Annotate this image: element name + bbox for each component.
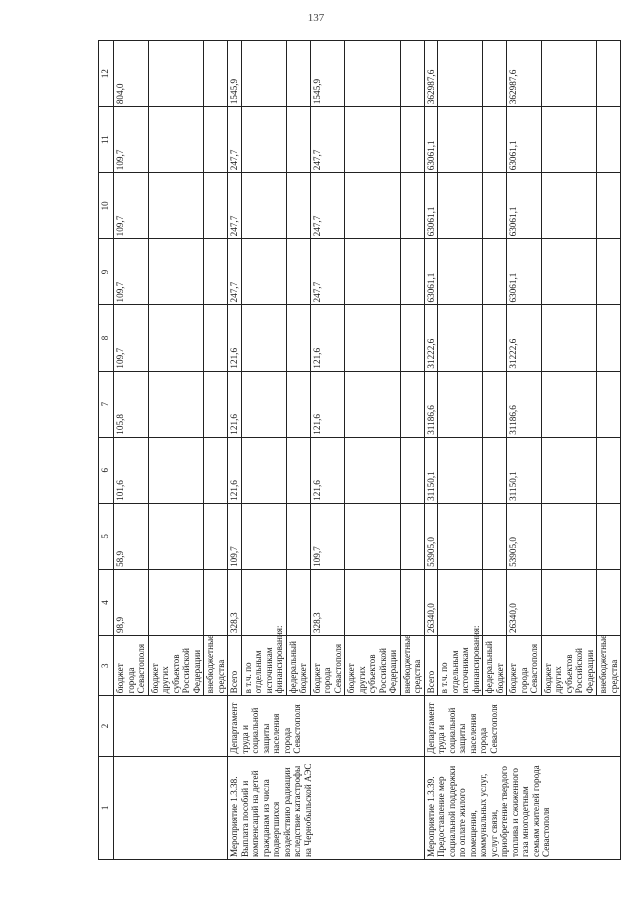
- funding-source-cell: внебюджетные средства: [597, 636, 621, 696]
- value-cell: [541, 173, 597, 239]
- value-cell: [241, 305, 286, 371]
- value-cell: [241, 173, 286, 239]
- value-cell: [541, 305, 597, 371]
- value-cell: [400, 503, 424, 569]
- column-header: 4: [99, 569, 114, 635]
- rotated-table-sheet: [98, 40, 619, 860]
- value-cell: [483, 173, 507, 239]
- value-cell: 328,3: [228, 569, 242, 635]
- value-cell: [438, 371, 483, 437]
- value-cell: 31186,6: [424, 371, 438, 437]
- value-cell: 63061,1: [424, 173, 438, 239]
- value-cell: [483, 437, 507, 503]
- value-cell: 31186,6: [507, 371, 542, 437]
- value-cell: [400, 437, 424, 503]
- value-cell: [400, 239, 424, 305]
- value-cell: [148, 503, 204, 569]
- value-cell: [148, 239, 204, 305]
- column-header: 7: [99, 371, 114, 437]
- funding-source-cell: Всего: [424, 636, 438, 696]
- value-cell: [400, 173, 424, 239]
- value-cell: [438, 239, 483, 305]
- value-cell: 26340,0: [507, 569, 542, 635]
- funding-source-cell: федеральный бюджет: [286, 636, 310, 696]
- value-cell: 109,7: [114, 173, 149, 239]
- value-cell: [204, 41, 228, 107]
- value-cell: 63061,1: [507, 239, 542, 305]
- value-cell: 63061,1: [507, 107, 542, 173]
- value-cell: 53905,0: [507, 503, 542, 569]
- value-cell: 63061,1: [424, 107, 438, 173]
- value-cell: [541, 371, 597, 437]
- value-cell: [204, 371, 228, 437]
- funding-source-cell: бюджет других субъектов Российской Федерации: [148, 636, 204, 696]
- column-header: 10: [99, 173, 114, 239]
- value-cell: 1545,9: [310, 41, 345, 107]
- executor-cell: Департамент труда и социальной защиты населения города Севастополя: [424, 696, 621, 756]
- value-cell: 1545,9: [228, 41, 242, 107]
- value-cell: [541, 569, 597, 635]
- value-cell: [438, 173, 483, 239]
- value-cell: [286, 239, 310, 305]
- value-cell: [241, 239, 286, 305]
- value-cell: 53905,0: [424, 503, 438, 569]
- value-cell: [597, 107, 621, 173]
- value-cell: [286, 371, 310, 437]
- value-cell: [483, 239, 507, 305]
- funding-source-cell: бюджет города Севастополя: [310, 636, 345, 696]
- value-cell: [483, 503, 507, 569]
- value-cell: [148, 107, 204, 173]
- value-cell: [345, 305, 401, 371]
- value-cell: [597, 371, 621, 437]
- value-cell: [438, 503, 483, 569]
- value-cell: [286, 173, 310, 239]
- value-cell: [204, 503, 228, 569]
- value-cell: [286, 305, 310, 371]
- value-cell: [345, 41, 401, 107]
- column-header: 9: [99, 239, 114, 305]
- funding-source-cell: федеральный бюджет: [483, 636, 507, 696]
- value-cell: [286, 107, 310, 173]
- value-cell: [483, 107, 507, 173]
- column-header: 6: [99, 437, 114, 503]
- value-cell: [241, 107, 286, 173]
- value-cell: [541, 239, 597, 305]
- funding-source-cell: в т.ч. по отдельным источникам финансирования:: [241, 636, 286, 696]
- value-cell: [400, 41, 424, 107]
- value-cell: 63061,1: [424, 239, 438, 305]
- value-cell: 247,7: [310, 107, 345, 173]
- value-cell: 121,6: [310, 305, 345, 371]
- value-cell: [345, 107, 401, 173]
- value-cell: [597, 305, 621, 371]
- value-cell: [345, 371, 401, 437]
- value-cell: 109,7: [310, 503, 345, 569]
- page-number: 137: [307, 12, 325, 24]
- funding-source-cell: бюджет города Севастополя: [507, 636, 542, 696]
- column-header: 3: [99, 636, 114, 696]
- table-body: [114, 41, 621, 860]
- value-cell: 31150,1: [507, 437, 542, 503]
- value-cell: 362987,6: [507, 41, 542, 107]
- value-cell: [345, 239, 401, 305]
- value-cell: [286, 503, 310, 569]
- value-cell: 247,7: [310, 173, 345, 239]
- value-cell: [400, 569, 424, 635]
- value-cell: [241, 503, 286, 569]
- value-cell: 328,3: [310, 569, 345, 635]
- value-cell: 109,7: [114, 239, 149, 305]
- value-cell: 63061,1: [507, 173, 542, 239]
- column-header: 12: [99, 41, 114, 107]
- value-cell: 247,7: [228, 239, 242, 305]
- value-cell: [438, 305, 483, 371]
- value-cell: [204, 305, 228, 371]
- table-row: [114, 41, 149, 860]
- value-cell: 98,9: [114, 569, 149, 635]
- budget-table: [98, 40, 621, 860]
- value-cell: [286, 41, 310, 107]
- value-cell: 121,6: [228, 437, 242, 503]
- value-cell: [148, 569, 204, 635]
- column-header: 5: [99, 503, 114, 569]
- value-cell: [241, 41, 286, 107]
- value-cell: [148, 305, 204, 371]
- value-cell: [286, 437, 310, 503]
- value-cell: [241, 437, 286, 503]
- value-cell: [148, 371, 204, 437]
- value-cell: 31222,6: [424, 305, 438, 371]
- value-cell: 26340,0: [424, 569, 438, 635]
- value-cell: [541, 437, 597, 503]
- value-cell: [345, 437, 401, 503]
- value-cell: [597, 239, 621, 305]
- value-cell: [148, 173, 204, 239]
- value-cell: [541, 503, 597, 569]
- value-cell: 31222,6: [507, 305, 542, 371]
- value-cell: [597, 173, 621, 239]
- value-cell: 804,0: [114, 41, 149, 107]
- value-cell: [438, 107, 483, 173]
- value-cell: [483, 371, 507, 437]
- measure-cell: Мероприятие 1.3.39. Предоставление мер социальной поддержки по оплате жилого помещения, коммунальных услуг, услуг связи, приобретение твердого топлива и сжиженного газа многодетным семьям жителей города Севастополя: [424, 756, 621, 859]
- executor-cell: [114, 696, 228, 756]
- executor-cell: Департамент труда и социальной защиты населения города Севастополя: [228, 696, 425, 756]
- value-cell: [345, 173, 401, 239]
- value-cell: [597, 437, 621, 503]
- value-cell: [345, 569, 401, 635]
- value-cell: 362987,6: [424, 41, 438, 107]
- value-cell: [241, 371, 286, 437]
- measure-cell: [114, 756, 228, 859]
- funding-source-cell: бюджет других субъектов Российской Федерации: [345, 636, 401, 696]
- funding-source-cell: Всего: [228, 636, 242, 696]
- value-cell: [483, 305, 507, 371]
- value-cell: [400, 107, 424, 173]
- value-cell: 121,6: [310, 437, 345, 503]
- value-cell: [438, 41, 483, 107]
- funding-source-cell: внебюджетные средства: [204, 636, 228, 696]
- column-header: 8: [99, 305, 114, 371]
- value-cell: [204, 569, 228, 635]
- value-cell: [400, 371, 424, 437]
- value-cell: 247,7: [228, 107, 242, 173]
- table-row: [228, 41, 242, 860]
- value-cell: [148, 437, 204, 503]
- value-cell: 109,7: [228, 503, 242, 569]
- value-cell: [483, 569, 507, 635]
- value-cell: [204, 107, 228, 173]
- value-cell: [483, 41, 507, 107]
- column-header: 2: [99, 696, 114, 756]
- value-cell: [597, 503, 621, 569]
- value-cell: 109,7: [114, 107, 149, 173]
- value-cell: [148, 41, 204, 107]
- value-cell: [597, 41, 621, 107]
- value-cell: [345, 503, 401, 569]
- value-cell: [204, 173, 228, 239]
- funding-source-cell: бюджет других субъектов Российской Федерации: [541, 636, 597, 696]
- measure-cell: Мероприятие 1.3.38. Выплата пособий и компенсаций на детей гражданам из числа подвергшихся воздействию радиации вследствие катастрофы на Чернобыльской АЭС: [228, 756, 425, 859]
- value-cell: [541, 107, 597, 173]
- table-row: [424, 41, 438, 860]
- value-cell: [286, 569, 310, 635]
- header-row: [99, 41, 114, 860]
- value-cell: 247,7: [310, 239, 345, 305]
- value-cell: [204, 437, 228, 503]
- funding-source-cell: бюджет города Севастополя: [114, 636, 149, 696]
- value-cell: 31150,1: [424, 437, 438, 503]
- funding-source-cell: в т.ч. по отдельным источникам финансирования:: [438, 636, 483, 696]
- value-cell: [438, 437, 483, 503]
- column-header: 1: [99, 756, 114, 859]
- value-cell: [400, 305, 424, 371]
- funding-source-cell: внебюджетные средства: [400, 636, 424, 696]
- value-cell: [541, 41, 597, 107]
- value-cell: 105,8: [114, 371, 149, 437]
- value-cell: 58,9: [114, 503, 149, 569]
- value-cell: 121,6: [228, 305, 242, 371]
- value-cell: 247,7: [228, 173, 242, 239]
- value-cell: 101,6: [114, 437, 149, 503]
- value-cell: [204, 239, 228, 305]
- value-cell: 109,7: [114, 305, 149, 371]
- column-header: 11: [99, 107, 114, 173]
- value-cell: 121,6: [310, 371, 345, 437]
- value-cell: 121,6: [228, 371, 242, 437]
- value-cell: [597, 569, 621, 635]
